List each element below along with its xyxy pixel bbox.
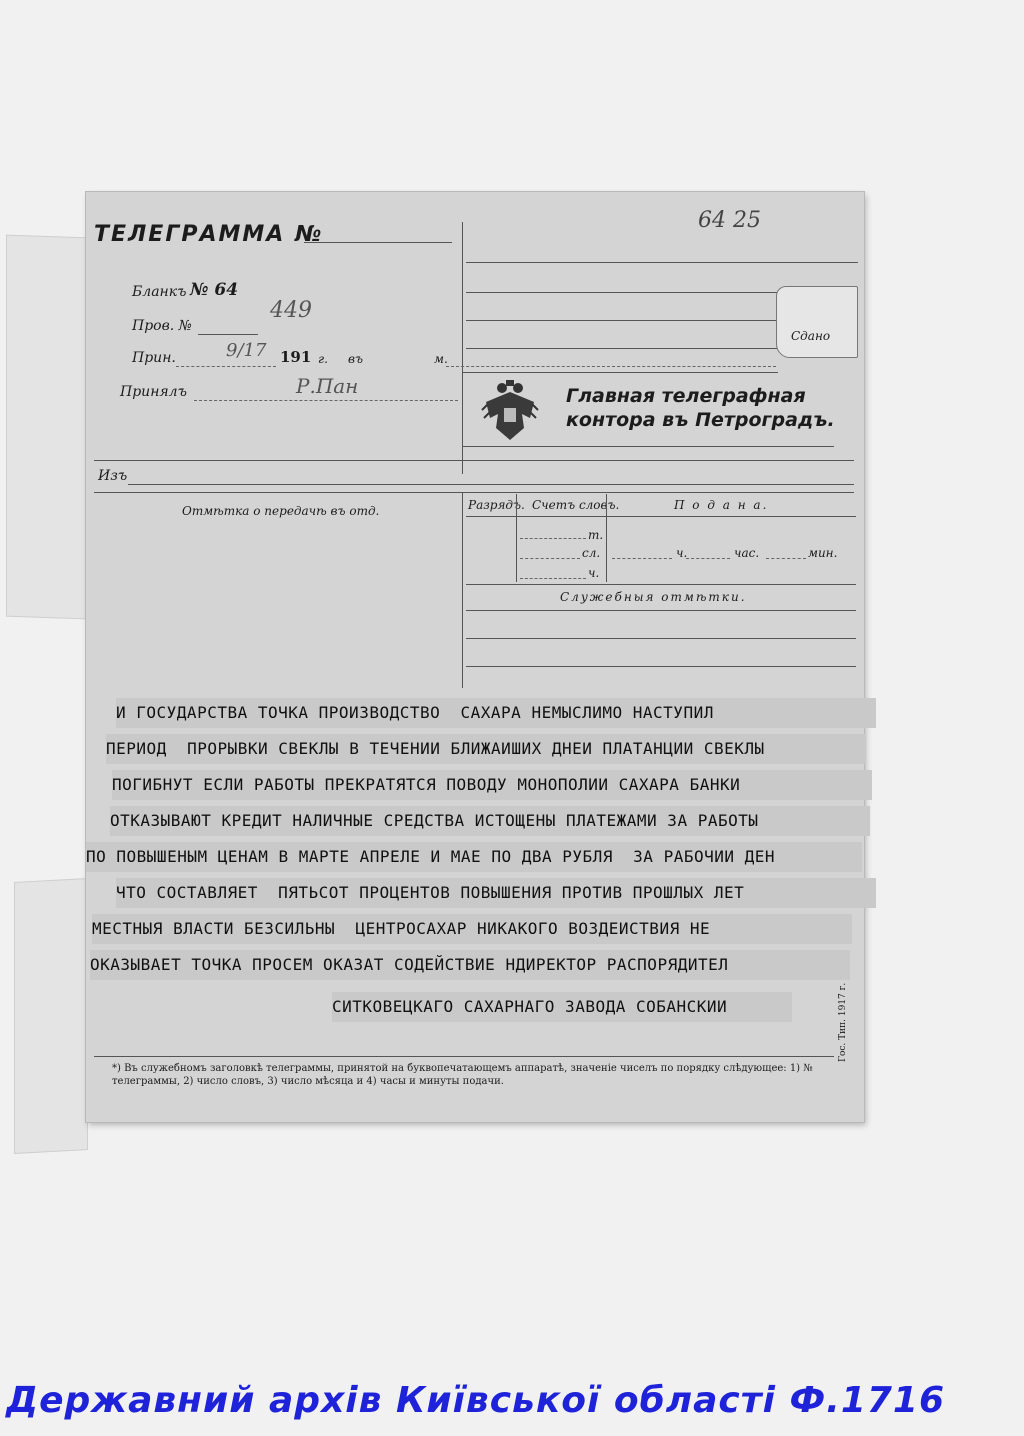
torn-fragment-top: [6, 235, 88, 620]
tape-line: ОТКАЗЫВАЮТ КРЕДИТ НАЛИЧНЫЕ СРЕДСТВА ИСТОЩЕНЫ ПЛАТЕЖАМИ ЗА РАБОТЫ: [110, 806, 870, 836]
podana-chas: час.: [734, 546, 760, 560]
handwritten-numbers: 64 25: [698, 208, 761, 233]
tape-line: ПЕРИОД ПРОРЫВКИ СВЕКЛЫ В ТЕЧЕНИИ БЛИЖАИШИХ ДНЕИ ПЛАТАНЦИИ СВЕКЛЫ: [106, 734, 866, 764]
tape-line: ОКАЗЫВАЕТ ТОЧКА ПРОСЕМ ОКАЗАТ СОДЕЙСТВИЕ НДИРЕКТОР РАСПОРЯДИТЕЛ: [90, 950, 850, 980]
prin-g: г.: [318, 352, 328, 366]
tape-line-signature: СИТКОВЕЦКАГО САХАРНАГО ЗАВОДА СОБАНСКИИ: [332, 992, 792, 1022]
archive-caption: Державний архів Київської області Ф.1716: [6, 1380, 946, 1421]
telegram-sheet: [86, 192, 864, 1122]
otmetka-label: Отмѣтка о передачѣ въ отд.: [182, 504, 380, 518]
blank-label: Бланкъ: [132, 284, 187, 300]
prin-label: Прин.: [132, 350, 176, 366]
tape-line: ПОГИБНУТ ЕСЛИ РАБОТЫ ПРЕКРАТЯТСЯ ПОВОДУ МОНОПОЛИИ САХАРА БАНКИ: [112, 770, 872, 800]
handwritten-prin: 9/17: [226, 340, 267, 361]
schet-row-sl: сл.: [582, 546, 601, 560]
handwritten-prov: 449: [270, 298, 312, 323]
side-print: Гос. Тип. 1917 г.: [838, 982, 848, 1062]
iz-label: Изъ: [98, 468, 128, 484]
footnote: *) Въ служебномъ заголовкѣ телеграммы, принятой на буквопечатающемъ аппаратѣ, значеніе чиселъ по порядку слѣдующее: 1) № телеграммы, 2) число словъ, 3) число мѣсяца и 4) часы и минуты подачи.: [112, 1063, 813, 1087]
sluzh-label: Служебныя отмѣтки.: [560, 590, 747, 604]
tape-line: МЕСТНЫЯ ВЛАСТИ БЕЗСИЛЬНЫ ЦЕНТРОСАХАР НИКАКОГО ВОЗДЕИСТВИЯ НЕ: [92, 914, 852, 944]
prin-year: 191: [280, 348, 312, 366]
podana-ch: ч.: [676, 546, 688, 560]
telegram-title: ТЕЛЕГРАММА №: [94, 222, 324, 247]
handwritten-prinyal: Р.Пан: [296, 374, 359, 398]
schet-row-ch: ч.: [588, 566, 600, 580]
schet-label: Счетъ словъ.: [532, 498, 620, 512]
prin-m: м.: [434, 352, 448, 366]
podana-label: П о д а н а.: [674, 498, 769, 512]
prin-v: въ: [348, 352, 363, 366]
tape-line: ЧТО СОСТАВЛЯЕТ ПЯТЬСОТ ПРОЦЕНТОВ ПОВЫШЕНИЯ ПРОТИВ ПРОШЛЫХ ЛЕТ: [116, 878, 876, 908]
blank-number: № 64: [190, 280, 239, 300]
schet-row-t: т.: [588, 528, 604, 542]
coat-of-arms-icon: [480, 378, 540, 444]
podana-min: мин.: [808, 546, 838, 560]
prov-label: Пров. №: [132, 318, 192, 334]
tape-line: ПО ПОВЫШЕНЫМ ЦЕНАМ В МАРТЕ АПРЕЛЕ И МАЕ ПО ДВА РУБЛЯ ЗА РАБОЧИИ ДЕН: [86, 842, 862, 872]
prinyal-label: Принялъ: [120, 384, 187, 400]
tape-line: И ГОСУДАРСТВА ТОЧКА ПРОИЗВОДСТВО САХАРА НЕМЫСЛИМО НАСТУПИЛ: [116, 698, 876, 728]
razryad-label: Разрядъ.: [468, 498, 525, 512]
office-name: Главная телеграфная контора въ Петроградъ.: [566, 385, 835, 431]
corner-stamp: Сдано: [776, 286, 858, 358]
torn-fragment-bottom: [14, 878, 88, 1154]
